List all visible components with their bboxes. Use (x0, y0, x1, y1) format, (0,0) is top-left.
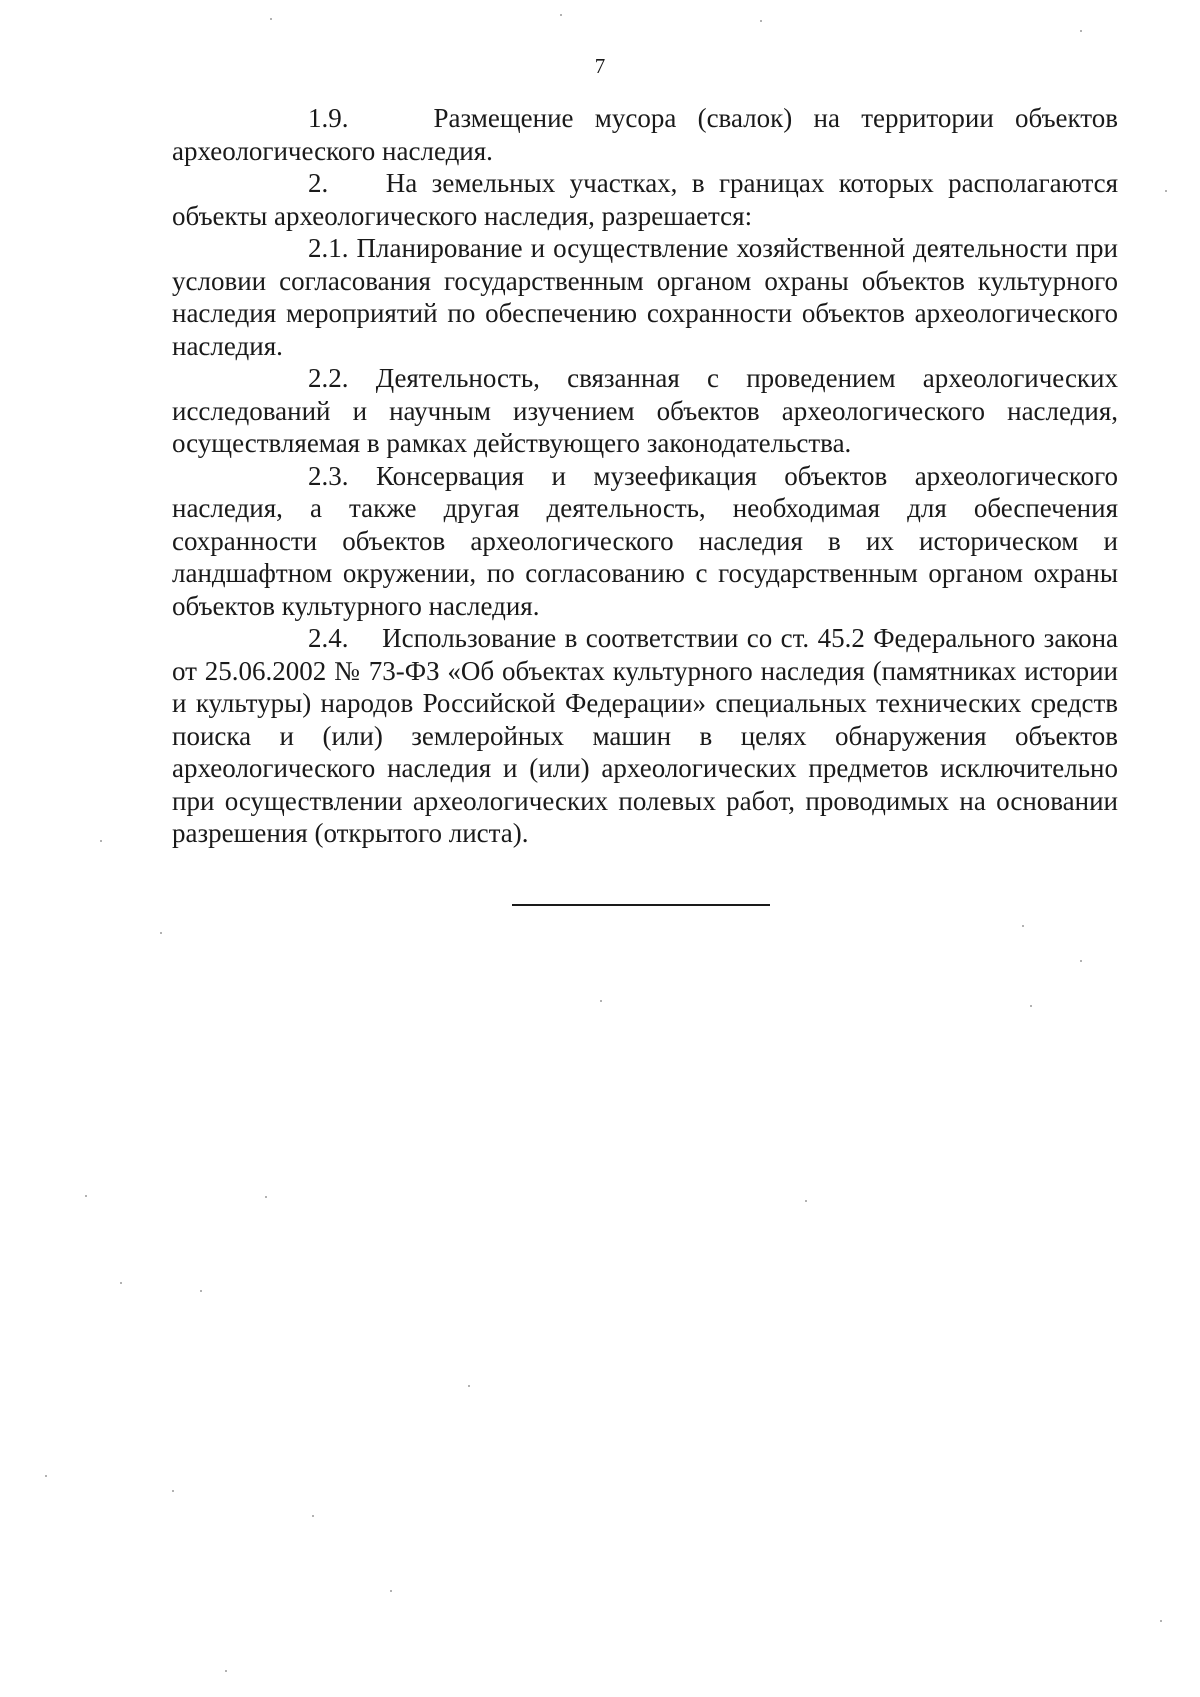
scan-speck (200, 1290, 202, 1292)
page-number: 7 (594, 54, 606, 78)
paragraph-text: Консервация и музеефикация объектов археологического наследия, а также другая деятельность, необходимая для обеспечения сохранности объектов археологического наследия в их историческом и ландшафтном окружении, по согласованию с государственным органом охраны объектов культурного наследия. (172, 460, 1118, 621)
scan-speck (390, 1590, 392, 1592)
paragraph-2-1 (172, 232, 1118, 362)
paragraph-2-3 (172, 460, 1118, 623)
paragraph-2 (172, 167, 1118, 232)
scan-speck (1165, 190, 1167, 192)
paragraph-2-2 (172, 362, 1118, 460)
scan-speck (265, 1196, 267, 1198)
scan-speck (600, 1000, 602, 1002)
scan-speck (468, 1385, 470, 1387)
scan-speck (1160, 1620, 1162, 1622)
paragraph-text: Использование в соответствии со ст. 45.2 Федерального закона от 25.06.2002 № 73-ФЗ «Об объектах культурного наследия (памятниках истории и культуры) народов Российской Федерации» специальных технических средств поиска и (или) землеройных машин в целях обнаружения объектов археологического наследия и (или) археологических предметов исключительно при осуществлении археологических полевых работ, проводимых на основании разрешения (открытого листа). (172, 623, 1119, 848)
scan-speck (270, 18, 272, 20)
scan-speck (100, 840, 102, 842)
scan-speck (45, 1475, 47, 1477)
paragraph-2-4 (172, 622, 1118, 850)
paragraph-number: 1.9. (308, 103, 349, 133)
scan-speck (160, 932, 162, 934)
scan-speck (120, 1282, 122, 1284)
scan-speck (760, 20, 762, 22)
document-body (172, 102, 1118, 850)
paragraph-number: 2. (308, 168, 329, 198)
scan-speck (1080, 30, 1082, 32)
scan-speck (312, 1515, 314, 1517)
scan-speck (1022, 925, 1024, 927)
paragraph-number: 2.3. (308, 460, 349, 491)
paragraph-1-9 (172, 102, 1118, 167)
paragraph-text: Планирование и осуществление хозяйственной деятельности при условии согласования государственным органом охраны объектов культурного наследия мероприятий по обеспечению сохранности объектов археологического наследия. (172, 233, 1118, 361)
scan-speck (225, 1670, 227, 1672)
end-of-text-rule (512, 904, 770, 906)
scan-speck (805, 1200, 807, 1202)
scan-speck (560, 14, 562, 16)
scan-speck (1030, 1005, 1032, 1007)
paragraph-text: Размещение мусора (свалок) на территории объектов археологического наследия. (172, 103, 1118, 166)
scan-speck (172, 1490, 174, 1492)
paragraph-number: 2.2. (308, 363, 349, 393)
paragraph-text: Деятельность, связанная с проведением археологических исследований и научным изучением объектов археологического наследия, осуществляемая в рамках действующего законодательства. (172, 363, 1119, 458)
paragraph-text: На земельных участках, в границах которых располагаются объекты археологического наследия, разрешается: (172, 168, 1119, 231)
scan-speck (85, 1195, 87, 1197)
paragraph-number: 2.1. (308, 233, 349, 263)
scan-speck (1080, 960, 1082, 962)
paragraph-number: 2.4. (308, 623, 349, 653)
